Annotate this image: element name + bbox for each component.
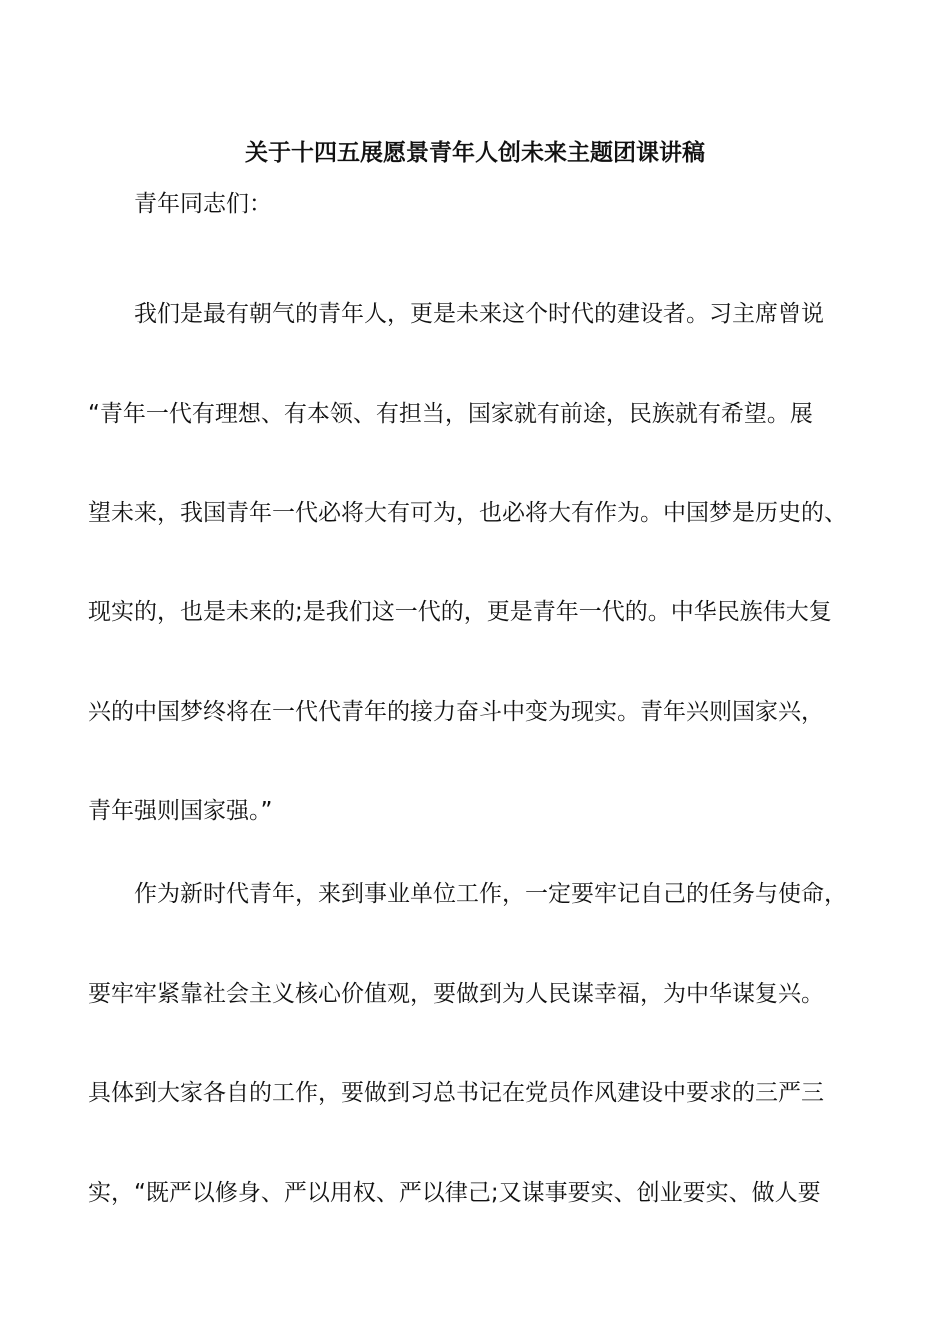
- body-line: “青年一代有理想、有本领、有担当，国家就有前途，民族就有希望。展: [88, 401, 813, 427]
- body-line: 具体到大家各自的工作，要做到习总书记在党员作风建设中要求的三严三: [88, 1080, 824, 1106]
- body-line: 兴的中国梦终将在一代代青年的接力奋斗中变为现实。青年兴则国家兴，: [88, 699, 824, 725]
- body-line: 实，“既严以修身、严以用权、严以律己;又谋事要实、创业要实、做人要: [88, 1180, 821, 1206]
- body-line: 青年强则国家强。”: [88, 798, 273, 824]
- body-line: 要牢牢紧靠社会主义核心价值观，要做到为人民谋幸福，为中华谋复兴。: [88, 981, 824, 1007]
- body-line: 我们是最有朝气的青年人，更是未来这个时代的建设者。习主席曾说: [134, 301, 824, 327]
- document-title: 关于十四五展愿景青年人创未来主题团课讲稿: [245, 140, 705, 166]
- body-line: 现实的，也是未来的;是我们这一代的，更是青年一代的。中华民族伟大复: [88, 599, 832, 625]
- body-line: 作为新时代青年，来到事业单位工作，一定要牢记自己的任务与使命，: [134, 881, 847, 907]
- salutation-line: 青年同志们：: [134, 191, 272, 217]
- body-line: 望未来，我国青年一代必将大有可为，也必将大有作为。中国梦是历史的、: [88, 500, 847, 526]
